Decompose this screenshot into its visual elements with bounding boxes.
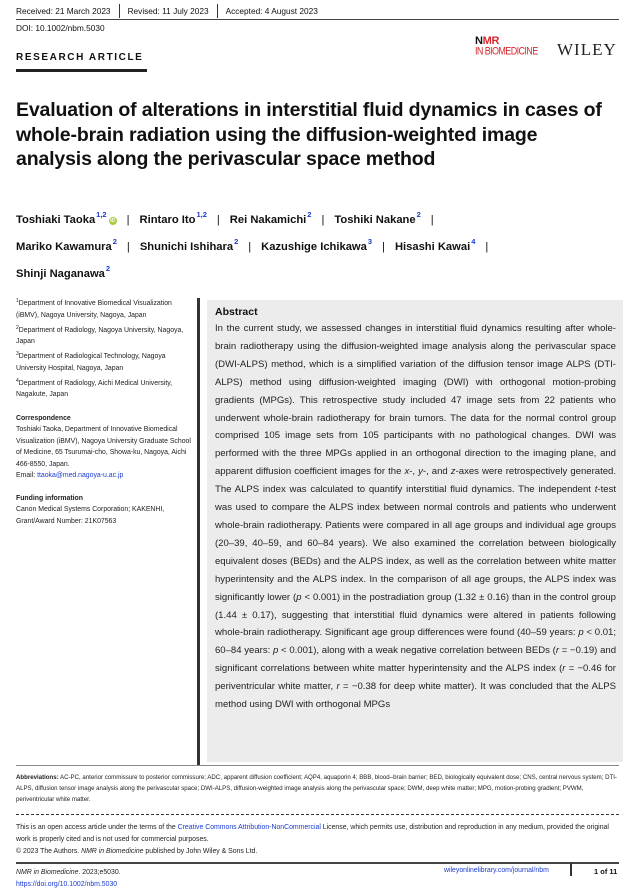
logo-mr: MR — [482, 35, 500, 47]
author[interactable] — [16, 264, 111, 280]
column-divider — [197, 298, 200, 766]
page-number: 1 of 11 — [594, 867, 618, 876]
correspondence-text: Toshiaki Taoka, Department of Innovative Biomedical Visualization (iBMV), Nagoya University Graduate School of Medicine, 65 Tsurumai-cho, Showa-ku, Nagoya, Aichi 466-8550, Japan. — [16, 426, 191, 468]
abstract-text: In the current study, we assessed changes in interstitial fluid dynamics resulting after whole-brain radiotherapy using the diffusion-weighted image analysis along the perivascular space (DWI-ALPS) method, which is a simplified variation of the diffusion tensor image ALPS (DTI-ALPS) method using diffusion-weighted imaging (DWI) with orthogonal motion-probing gradients (MPGs). This retrospective study included 47 image sets from 22 patients who underwent whole-brain radiotherapy for brain tumors. The data for the normal control group comprised 105 image sets from 105 participants with no pathological changes. DWI was performed with the three MPGs applied in an orthogonal direction to the imaging plane, and apparent diffusion coefficient images for the x-, y-, and z-axes were retrospectively generated. The ALPS index was calculated to quantify interstitial fluid dynamics. The independent t-test was used to compare the ALPS index between normal controls and patients who underwent whole-brain radiotherapy. Patients were compared in all age groups and individual age groups (20–39, 40–59, and 60–84 years). We also examined the correlation between biologically equivalent doses (BEDs) and the ALPS index, as well as the correlation between white matter hyperintensity and the ALPS index. In the comparison of all age groups, the ALPS index was significantly lower (p < 0.001) in the postradiation group (1.32 ± 0.16) than in the control group (1.44 ± 0.17), suggesting that interstitial fluid dynamics were altered in patients following whole-brain radiotherapy. Significant age group differences were found (40–59 years: p < 0.01; 60–84 years: p < 0.001), along with a weak negative correlation between BEDs (r = −0.19) and significant correlations between white matter hyperintensity and the ALPS index (r = −0.46 for periventricular white matter, r = −0.38 for deep white matter). It was concluded that the ALPS method using DWI with orthogonal MPGs — [215, 323, 616, 711]
author[interactable] — [139, 237, 239, 253]
doi: DOI: 10.1002/nbm.5030 — [16, 23, 105, 33]
copyright-text: published by John Wiley & Sons Ltd. — [143, 848, 258, 855]
affiliation-ref[interactable]: 2 — [105, 264, 111, 273]
affiliation-text: Department of Radiology, Nagoya University, Nagoya, Japan — [16, 326, 184, 345]
author-name[interactable]: Shinji Naganawa — [16, 268, 105, 280]
abbreviations-text: AC-PC, anterior commissure to posterior commissure; ADC, apparent diffusion coefficient; AQP4, aquaporin 4; BBB, blood–brain barrier; BED, biologically equivalent dose; CNS, central nervous system; DTI-ALPS, diffusion tensor image analysis along the perivascular space; DWI-ALPS, diffusion-weighted image analysis along the perivascular space; DWM, deep white matter; MPG, motion-probing gradient; PVWM, periventricular white matter. — [16, 774, 617, 803]
copyright-journal: NMR in Biomedicine — [81, 848, 144, 855]
license-text: License, which permits use, distribution and reproduction in any medium, provided the original work is properly cited and is not used for commercial purposes. — [16, 824, 609, 843]
footer-citation-text: . 2023;e5030. — [78, 869, 121, 876]
article-type-underline — [16, 69, 147, 72]
affiliation-number: 3 — [16, 351, 19, 357]
separator: | — [321, 214, 325, 226]
received-date: Received: 21 March 2023 — [16, 4, 120, 18]
correspondence-heading: Correspondence — [16, 414, 71, 422]
publisher-logo[interactable]: WILEY — [557, 40, 617, 59]
revised-date: Revised: 11 July 2023 — [120, 4, 218, 18]
funding-text: Canon Medical Systems Corporation; KAKENHI, Grant/Award Number: 21K07563 — [16, 506, 165, 525]
affiliation-text: Department of Radiological Technology, Nagoya University Hospital, Nagoya, Japan — [16, 353, 166, 372]
author-name[interactable]: Hisashi Kawai — [394, 241, 471, 253]
email-label: Email: — [16, 472, 38, 479]
author[interactable] — [16, 237, 117, 253]
affiliation — [16, 376, 196, 401]
accepted-date: Accepted: 4 August 2023 — [225, 5, 318, 16]
license-notice — [16, 822, 621, 858]
funding-heading: Funding information — [16, 494, 83, 502]
abbreviations-label: Abbreviations: — [16, 774, 59, 781]
footer-divider — [16, 862, 619, 864]
separator: | — [382, 241, 385, 253]
footer-doi-link[interactable]: https://doi.org/10.1002/nbm.5030 — [16, 881, 118, 888]
article-type: RESEARCH ARTICLE — [16, 52, 144, 63]
abstract-heading: Abstract — [215, 306, 258, 318]
affiliation-ref[interactable]: 3 — [367, 237, 373, 246]
author-name[interactable]: Rei Nakamichi — [229, 214, 307, 226]
affiliation-number: 4 — [16, 377, 19, 384]
license-link[interactable]: Creative Commons Attribution-NonCommercial — [177, 824, 321, 831]
affiliation-ref[interactable]: 1,2 — [96, 210, 107, 219]
author[interactable] — [334, 210, 421, 226]
dashed-divider — [16, 814, 619, 815]
separator: | — [126, 241, 130, 253]
article-dates — [16, 2, 619, 20]
affiliation-ref[interactable]: 2 — [416, 210, 421, 219]
author-name[interactable]: Toshiaki Taoka — [16, 214, 96, 226]
logo-in-biomedicine: IN BIOMEDICINE — [475, 44, 538, 57]
affiliation-number: 2 — [16, 324, 19, 331]
abbreviations — [16, 772, 621, 805]
affiliation-text: Department of Innovative Biomedical Visualization (iBMV), Nagoya University, Nagoya, Japan — [16, 300, 172, 319]
affiliation — [16, 323, 196, 348]
affiliation-text: Department of Radiology, Aichi Medical University, Nagakute, Japan — [16, 379, 173, 398]
abstract-box — [207, 300, 623, 762]
author[interactable] — [16, 210, 117, 226]
author-name[interactable]: Kazushige Ichikawa — [261, 241, 367, 253]
affiliation-ref[interactable]: 2 — [307, 210, 312, 219]
author-name[interactable]: Rintaro Ito — [139, 214, 196, 226]
affiliation — [16, 296, 196, 321]
author[interactable] — [261, 237, 373, 253]
article-info-column — [16, 296, 196, 527]
article-title: Evaluation of alterations in interstitial fluid dynamics in cases of whole-brain radiation using the diffusion-weighted image analysis along the perivascular space method — [16, 99, 602, 170]
affiliation-ref[interactable]: 1,2 — [196, 210, 207, 219]
copyright-text: © 2023 The Authors. — [16, 848, 82, 855]
author-name[interactable]: Shunichi Ishihara — [139, 241, 234, 253]
logo-n: N — [475, 35, 483, 47]
footer-separator — [570, 863, 572, 876]
author-name[interactable]: Mariko Kawamura — [16, 241, 112, 253]
abstract-divider — [16, 765, 619, 766]
separator: | — [248, 241, 252, 253]
license-text: This is an open access article under the terms of the — [16, 824, 178, 831]
author-name[interactable]: Toshiki Nakane — [334, 214, 416, 226]
separator: | — [485, 241, 489, 253]
author-list — [16, 204, 626, 285]
email-link[interactable]: ttaoka@med.nagoya-u.ac.jp — [37, 472, 124, 479]
affiliation-ref[interactable]: 2 — [112, 237, 117, 246]
separator: | — [430, 214, 434, 226]
affiliation-ref[interactable]: 4 — [471, 237, 476, 246]
author[interactable] — [229, 210, 312, 226]
separator: | — [216, 214, 220, 226]
affiliation-number: 1 — [16, 298, 19, 304]
footer-citation — [16, 867, 121, 891]
footer-journal: NMR in Biomedicine — [16, 869, 79, 876]
footer-site-link[interactable]: wileyonlinelibrary.com/journal/nbm — [444, 867, 549, 874]
journal-logo[interactable] — [475, 37, 538, 55]
affiliation — [16, 349, 196, 374]
orcid-icon[interactable]: iD — [110, 218, 116, 224]
author[interactable] — [394, 237, 476, 253]
affiliation-ref[interactable]: 2 — [234, 237, 239, 246]
separator: | — [126, 214, 130, 226]
correspondence-email — [16, 470, 196, 482]
author[interactable] — [139, 210, 207, 226]
